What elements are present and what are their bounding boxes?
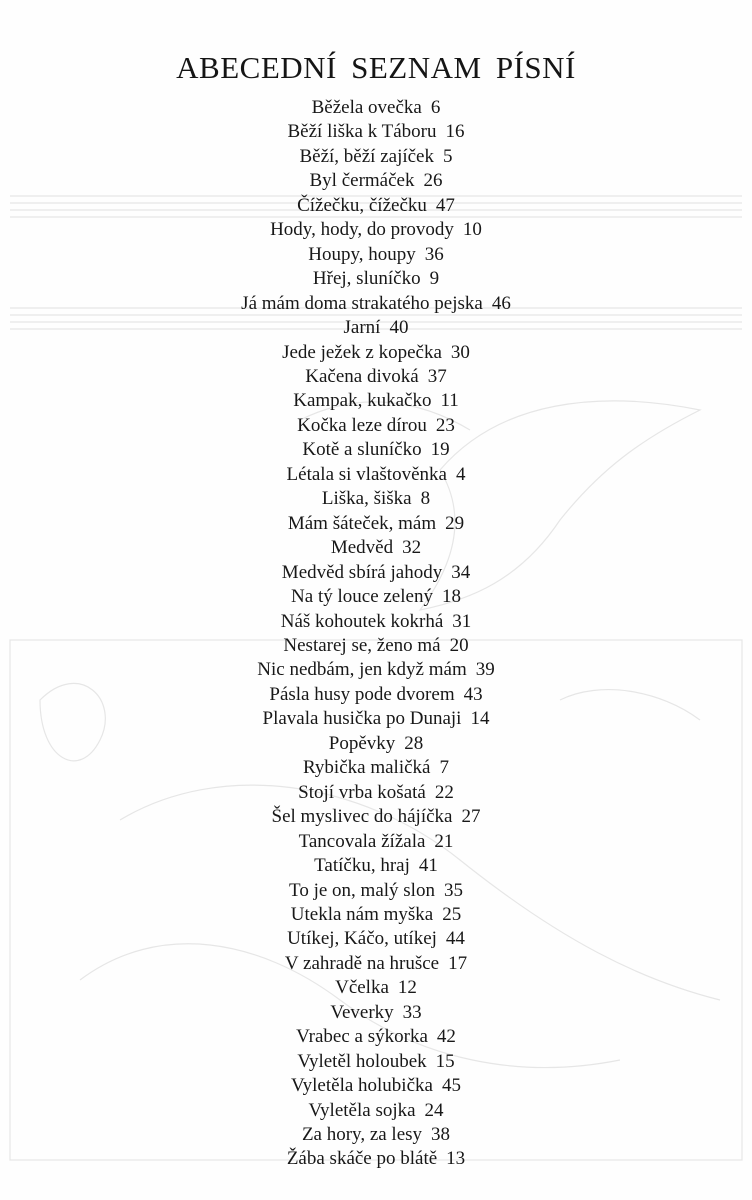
song-entry [0, 1025, 752, 1049]
song-entry [0, 438, 752, 462]
song-page-number: 35 [443, 879, 463, 901]
song-title: Běžela ovečka [311, 97, 422, 118]
song-title: Jarní [343, 317, 381, 339]
song-page-number: 8 [420, 488, 431, 510]
song-page-number: 39 [475, 659, 495, 681]
song-title: Rybička maličká [303, 757, 431, 779]
song-title: Hody, hody, do provody [270, 219, 454, 241]
song-title: Liška, šiška [321, 488, 412, 510]
song-entry [0, 854, 752, 878]
song-page-number: 38 [431, 1124, 451, 1146]
song-entry [0, 658, 752, 682]
song-title: Čížečku, čížečku [297, 194, 427, 216]
song-entry [0, 1001, 752, 1025]
song-entry [0, 487, 752, 511]
song-entry [0, 903, 752, 927]
song-entry [0, 218, 752, 242]
song-title: Jede ježek z kopečka [282, 341, 442, 363]
song-title: Vyletěla sojka [308, 1099, 416, 1121]
song-page-number: 26 [423, 170, 443, 192]
song-entry [0, 756, 752, 780]
song-title: To je on, malý slon [289, 879, 435, 901]
page-title: ABECEDNÍ SEZNAM PÍSNÍ [176, 50, 576, 85]
song-entry [0, 536, 752, 560]
song-title: Běží, běží zajíček [299, 145, 434, 167]
song-entry [0, 243, 752, 267]
song-title: Náš kohoutek kokrhá [280, 610, 444, 632]
song-list [0, 96, 752, 1172]
song-page-number: 27 [461, 806, 481, 828]
song-page-number: 6 [430, 97, 441, 118]
song-entry [0, 976, 752, 1000]
song-entry [0, 879, 752, 903]
song-page-number: 41 [418, 855, 438, 877]
song-title: Běží liška k Táboru [287, 121, 437, 143]
song-entry [0, 732, 752, 756]
song-entry [0, 414, 752, 438]
song-title: Stojí vrba košatá [298, 781, 426, 803]
song-title: Šel myslivec do hájíčka [271, 806, 453, 828]
song-page-number: 12 [397, 977, 417, 999]
song-page-number: 29 [445, 512, 465, 534]
song-page-number: 32 [402, 537, 422, 559]
song-title: Za hory, za lesy [301, 1124, 423, 1146]
song-entry [0, 389, 752, 413]
song-entry [0, 267, 752, 291]
song-page-number: 18 [441, 586, 461, 608]
song-title: Žába skáče po blátě [286, 1148, 438, 1170]
song-title: Medvěd [330, 537, 394, 559]
song-title: Já mám doma strakatého pejska [241, 292, 483, 314]
song-page-number: 11 [440, 390, 459, 412]
song-page-number: 15 [435, 1050, 455, 1072]
song-page-number: 33 [402, 1001, 422, 1023]
song-page-number: 22 [434, 781, 454, 803]
song-title: Tatíčku, hraj [314, 855, 410, 877]
song-entry [0, 1050, 752, 1074]
song-title: Byl čermáček [309, 170, 415, 192]
song-title: Vrabec a sýkorka [296, 1026, 428, 1048]
song-title: Utekla nám myška [290, 903, 434, 925]
song-title: Popěvky [328, 732, 396, 754]
song-page-number: 28 [404, 732, 424, 754]
song-page-number: 47 [435, 194, 455, 216]
song-entry [0, 169, 752, 193]
song-page-number: 9 [429, 268, 440, 290]
song-page-number: 19 [430, 439, 450, 461]
song-title: Vyletěl holoubek [297, 1050, 427, 1072]
song-entry [0, 683, 752, 707]
song-entry [0, 463, 752, 487]
song-page-number: 46 [491, 292, 511, 314]
song-title: Hřej, sluníčko [312, 268, 421, 290]
song-page-number: 5 [443, 145, 453, 167]
song-title: Mám šáteček, mám [287, 512, 437, 534]
song-page-number: 23 [435, 414, 455, 436]
song-entry [0, 512, 752, 536]
song-page-number: 44 [445, 928, 465, 950]
song-entry [0, 365, 752, 389]
song-page-number: 40 [389, 317, 409, 339]
song-page-number: 17 [448, 952, 468, 974]
song-entry [0, 120, 752, 144]
song-page-number: 43 [463, 683, 483, 705]
song-page-number: 34 [451, 561, 471, 583]
song-title: Létala si vlaštověnka [286, 463, 447, 485]
song-title: Medvěd sbírá jahody [281, 561, 443, 583]
song-entry [0, 585, 752, 609]
song-entry [0, 830, 752, 854]
song-title: Kotě a sluníčko [302, 439, 422, 461]
song-title: Pásla husy pode dvorem [269, 683, 455, 705]
song-entry [0, 952, 752, 976]
song-page-number: 21 [434, 830, 454, 852]
song-page-number: 36 [424, 243, 444, 265]
song-page-number: 24 [424, 1099, 444, 1121]
song-title: Utíkej, Káčo, utíkej [287, 928, 437, 950]
song-entry [0, 610, 752, 634]
song-page-number: 13 [446, 1148, 466, 1170]
song-title: Tancovala žížala [298, 830, 426, 852]
song-title: V zahradě na hrušce [284, 952, 440, 974]
song-entry [0, 341, 752, 365]
song-entry [0, 634, 752, 658]
song-entry [0, 561, 752, 585]
song-entry [0, 292, 752, 316]
song-entry [0, 781, 752, 805]
song-title: Plavala husička po Dunaji [262, 708, 462, 730]
song-title: Vyletěla holubička [291, 1075, 433, 1097]
song-title: Houpy, houpy [308, 243, 416, 265]
song-entry [0, 316, 752, 340]
song-title: Nestarej se, ženo má [283, 634, 441, 656]
song-page-number: 42 [436, 1026, 456, 1048]
song-page-number: 20 [449, 634, 469, 656]
song-title: Kampak, kukačko [293, 390, 432, 412]
song-page-number: 30 [450, 341, 470, 363]
song-entry [0, 805, 752, 829]
song-title: Včelka [335, 977, 389, 999]
song-entry [0, 194, 752, 218]
song-entry [0, 1147, 752, 1171]
song-entry [0, 1099, 752, 1123]
song-title: Veverky [330, 1001, 394, 1023]
song-page-number: 16 [445, 121, 465, 143]
song-page-number: 25 [442, 903, 462, 925]
song-entry [0, 96, 752, 120]
song-entry [0, 1074, 752, 1098]
song-title: Kačena divoká [305, 365, 419, 387]
song-title: Nic nedbám, jen když mám [257, 659, 467, 681]
song-entry [0, 707, 752, 731]
song-page-number: 7 [439, 757, 449, 779]
song-entry [0, 145, 752, 169]
song-entry [0, 927, 752, 951]
song-page-number: 4 [455, 463, 466, 485]
song-page-number: 31 [452, 610, 472, 632]
song-entry [0, 1123, 752, 1147]
song-page-number: 37 [427, 365, 447, 387]
song-page-number: 10 [462, 219, 482, 241]
song-title: Kočka leze dírou [297, 414, 427, 436]
song-title: Na tý louce zelený [291, 586, 433, 608]
song-page-number: 14 [470, 708, 490, 730]
song-page-number: 45 [441, 1075, 461, 1097]
